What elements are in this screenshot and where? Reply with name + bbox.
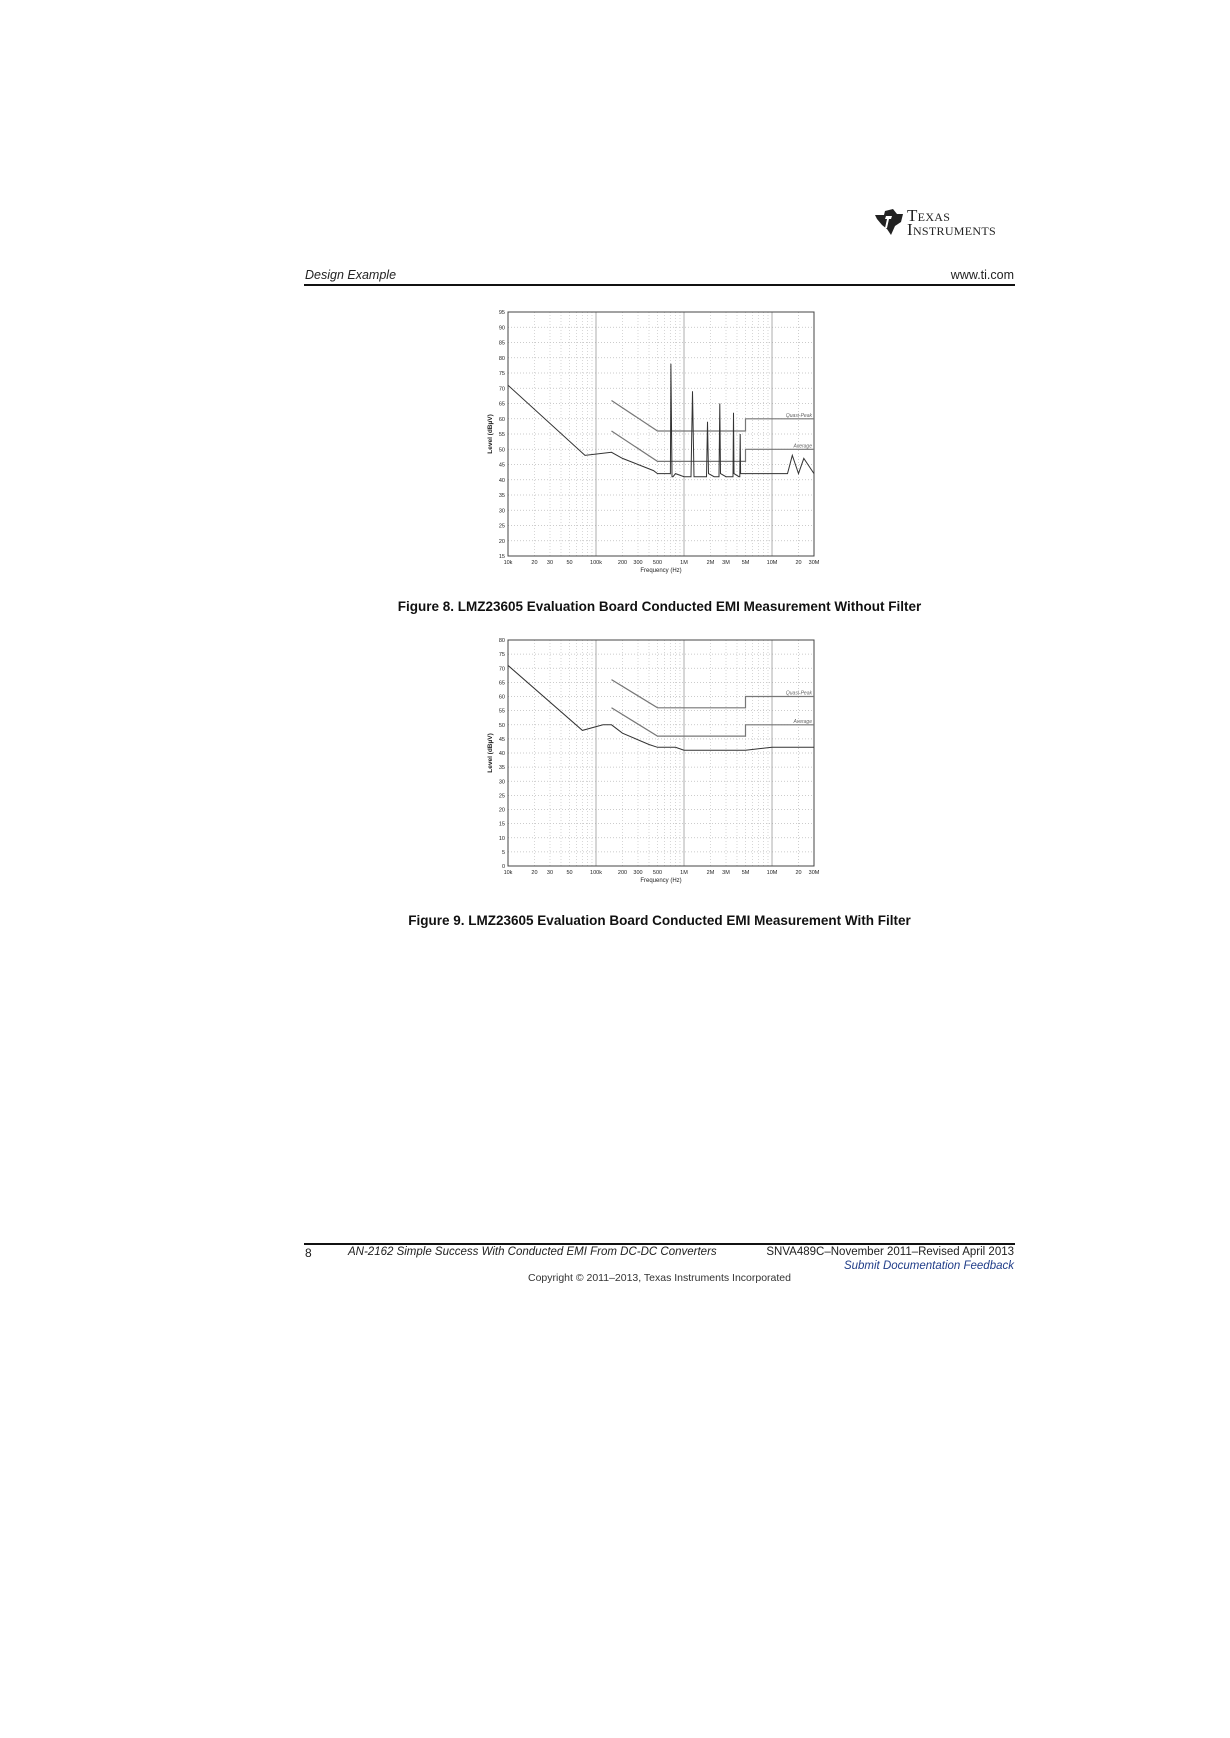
company-name-line2: Instruments <box>907 220 996 239</box>
copyright: Copyright © 2011–2013, Texas Instruments Incorporated <box>527 1272 791 1284</box>
y-tick-label: 20 <box>498 807 505 814</box>
x-tick-label: 20 <box>531 560 538 566</box>
y-tick-label: 15 <box>498 554 505 560</box>
figure-8-caption: Figure 8. LMZ23605 Evaluation Board Conducted EMI Measurement Without Filter <box>397 599 922 614</box>
page-number: 8 <box>305 1246 312 1260</box>
limit-line-average <box>612 708 815 736</box>
x-tick-label: 300 <box>633 870 643 876</box>
y-tick-label: 75 <box>498 371 505 377</box>
emi-chart-without-filter <box>484 306 844 596</box>
ti-logo-icon <box>873 205 905 237</box>
limit-line-quasi-peak <box>612 680 815 708</box>
document-id: SNVA489C–November 2011–Revised April 2013 <box>766 1246 1014 1258</box>
emi-chart-with-filter <box>484 634 844 924</box>
header-rule <box>304 284 1015 286</box>
y-tick-label: 95 <box>498 310 505 316</box>
y-tick-label: 25 <box>498 523 505 530</box>
x-tick-label: 10M <box>766 870 778 876</box>
y-tick-label: 45 <box>498 736 505 743</box>
y-tick-label: 20 <box>498 538 505 545</box>
y-tick-label: 40 <box>498 751 505 757</box>
y-axis-label: Level (dBµV) <box>487 733 494 773</box>
footer-rule <box>304 1243 1015 1245</box>
y-tick-label: 45 <box>498 462 505 469</box>
y-tick-label: 10 <box>498 835 505 842</box>
y-tick-label: 40 <box>498 477 505 484</box>
y-tick-label: 0 <box>501 864 505 870</box>
x-tick-label: 10k <box>503 870 513 876</box>
x-tick-label: 20 <box>795 560 802 566</box>
y-tick-label: 80 <box>498 638 505 644</box>
header-url[interactable]: www.ti.com <box>950 268 1014 282</box>
y-tick-label: 90 <box>498 325 505 332</box>
x-tick-label: 3M <box>722 560 730 566</box>
x-tick-label: 300 <box>633 560 643 566</box>
x-axis-label: Frequency (Hz) <box>640 568 682 574</box>
y-tick-label: 60 <box>498 694 505 701</box>
y-tick-label: 55 <box>498 432 505 438</box>
x-axis-label: Frequency (Hz) <box>640 878 682 884</box>
y-tick-label: 80 <box>498 355 505 362</box>
x-tick-label: 10M <box>766 560 778 566</box>
x-tick-label: 30M <box>808 870 820 876</box>
x-tick-label: 30 <box>546 560 554 566</box>
feedback-link[interactable]: Submit Documentation Feedback <box>843 1260 1014 1272</box>
x-tick-label: 3M <box>722 870 730 876</box>
x-tick-label: 20 <box>531 870 538 876</box>
y-tick-label: 70 <box>498 666 505 673</box>
y-tick-label: 60 <box>498 416 505 423</box>
y-tick-label: 30 <box>498 508 505 515</box>
y-tick-label: 50 <box>498 722 505 729</box>
x-tick-label: 30M <box>808 560 820 566</box>
x-tick-label: 200 <box>617 560 628 566</box>
y-tick-label: 85 <box>498 340 505 347</box>
limit-label: Average <box>793 443 812 450</box>
y-tick-label: 5 <box>501 849 505 856</box>
y-tick-label: 35 <box>498 493 505 499</box>
x-tick-label: 30 <box>546 870 554 876</box>
limit-line-quasi-peak <box>612 401 815 432</box>
y-tick-label: 15 <box>498 821 505 828</box>
y-tick-label: 55 <box>498 708 505 715</box>
figure-9-caption: Figure 9. LMZ23605 Evaluation Board Conducted EMI Measurement With Filter <box>408 913 911 928</box>
y-tick-label: 65 <box>498 401 505 408</box>
x-tick-label: 100k <box>590 870 602 876</box>
y-tick-label: 50 <box>498 447 505 454</box>
company-name-line1: Texas <box>907 206 951 225</box>
x-tick-label: 500 <box>652 870 663 876</box>
x-tick-label: 5M <box>741 870 750 876</box>
x-tick-label: 50 <box>566 560 573 566</box>
y-tick-label: 65 <box>498 680 505 687</box>
limit-line-average <box>612 431 815 461</box>
x-tick-label: 100k <box>590 560 602 566</box>
y-axis-label: Level (dBµV) <box>487 414 494 454</box>
y-tick-label: 75 <box>498 652 505 659</box>
document-title: AN-2162 Simple Success With Conducted EMI From DC-DC Converters <box>348 1246 717 1258</box>
y-tick-label: 35 <box>498 765 505 772</box>
limit-label: Average <box>793 718 812 725</box>
x-tick-label: 1M <box>680 870 688 876</box>
x-tick-label: 500 <box>652 560 663 566</box>
x-tick-label: 5M <box>741 560 750 566</box>
x-tick-label: 1M <box>680 560 688 566</box>
x-tick-label: 2M <box>706 560 715 566</box>
y-tick-label: 30 <box>498 779 505 786</box>
limit-label: Quasi-Peak <box>785 412 812 419</box>
y-tick-label: 70 <box>498 386 505 393</box>
y-tick-label: 25 <box>498 793 505 800</box>
x-tick-label: 50 <box>566 870 573 876</box>
x-tick-label: 2M <box>706 870 715 876</box>
ti-logo <box>873 205 1013 245</box>
section-title: Design Example <box>305 268 397 282</box>
x-tick-label: 10k <box>503 560 513 566</box>
x-tick-label: 200 <box>617 870 628 876</box>
limit-label: Quasi-Peak <box>785 690 812 697</box>
x-tick-label: 20 <box>795 870 802 876</box>
